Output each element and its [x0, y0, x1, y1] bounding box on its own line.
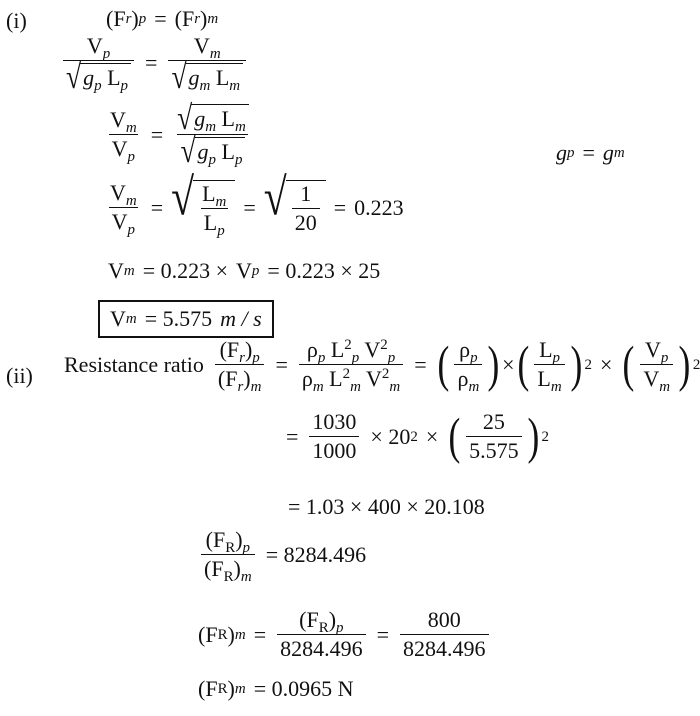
froude-equality: (F r ) p = (F r ) m [106, 6, 219, 31]
fraction-model: $V_m$ √ $g_m$ $L_m$ [168, 34, 246, 92]
resistance-ratio-substitution: = $\frac{1030}{1000}$ × 20 2 × ( $\frac{25}{5.575}$ ) 2 [286, 408, 549, 465]
gravity-equality-note: g p = g m [556, 140, 625, 165]
part-i-label: (i) [6, 8, 27, 33]
velocity-ratio-value: $\frac{V_m}{V_p}$ = √ $\frac{L_m}{L_p}$ = √ $\frac{1}{20}$ = 0.223 [110, 169, 404, 240]
model-resistance-result: (F R ) m = 0.0965 N [198, 676, 354, 701]
model-resistance-calc: (F R ) m = $\frac{(F_R)_p}{8284.496}$ = $\frac{800}{8284.496}$ [198, 608, 492, 661]
velocity-ratio-rearranged: $\frac{V_m}{V_p}$ = √ $g_m$ $L_m$ √ $g_p$ $L_p$ [104, 104, 255, 166]
resistance-ratio-product: = 1.03 × 400 × 20.108 [288, 494, 485, 519]
resistance-ratio-equation: Resistance ratio $\frac{(F_r)_p}{(F_r)_m}$ = $\frac{\rho_p L^2_p V^2_p}{\rho_m L^2_m V^2_m}$ = ( $\frac{\rho_p}{\rho_m}$ ) × ( $\frac{L_p}{L_m}$ ) 2 × ( $\frac{V_p}{V_m}$ ) 2 [64, 336, 700, 396]
model-velocity-calc: V m = 0.223 × V p = 0.223 × 25 [108, 258, 381, 283]
model-velocity-result-box: V m = 5.575 m / s [98, 300, 274, 338]
part-ii-label: (ii) [6, 363, 33, 388]
fraction-prototype: $V_p$ √ $g_p$ $L_p$ [63, 34, 134, 92]
velocity-ratio-equation: $V_p$ √ $g_p$ $L_p$ = $V_m$ √ $g_m$ $L_m$ [60, 34, 249, 92]
resistance-ratio-value: $\frac{(F_R)_p}{(F_R)_m}$ = 8284.496 [198, 528, 366, 581]
